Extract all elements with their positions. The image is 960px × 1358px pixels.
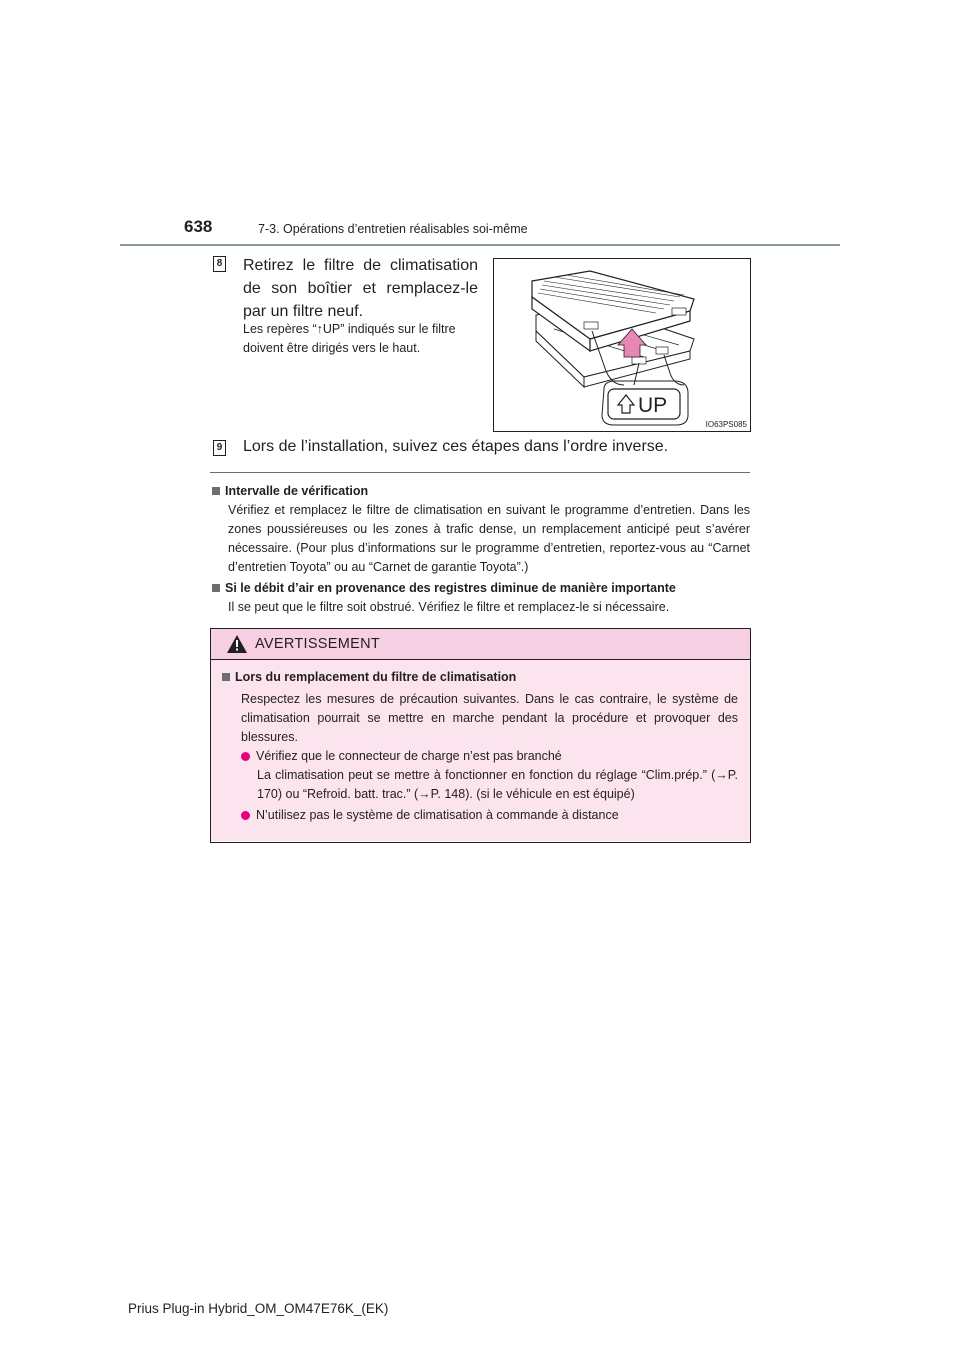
square-bullet-icon: [212, 584, 220, 592]
step-8-note: Les repères “↑UP” indiqués sur le filtre doivent être dirigés vers le haut.: [243, 322, 456, 355]
info-interval-body: Vérifiez et remplacez le filtre de climatisation en suivant le programme d’entretien. Dans les zones poussiéreuses ou les zones à trafic dense, un remplacement anticipé peut s’avérer nécessaire. (Pour plus d’informations sur le programme d’entretien, reportez-vous au “Carnet d’entretien Toyota” ou au “Carnet de garantie Toyota”.): [228, 503, 750, 574]
info-interval: [212, 482, 750, 577]
header-rule: [120, 244, 840, 246]
square-bullet-icon: [222, 673, 230, 681]
filter-drawing: [494, 259, 750, 431]
warning-bullet-connector: [241, 747, 738, 804]
warning-header: [211, 629, 750, 660]
footer-doc-id: Prius Plug-in Hybrid_OM_OM47E76K_(EK): [128, 1301, 389, 1316]
warning-title: AVERTISSEMENT: [255, 636, 381, 652]
filter-illustration: [493, 258, 751, 432]
step-9-text: Lors de l’installation, suivez ces étapes dans l’ordre inverse.: [243, 438, 669, 455]
square-bullet-icon: [212, 487, 220, 495]
page-number: 638: [184, 217, 213, 236]
warning-triangle-icon: [227, 635, 247, 653]
bullet-dot-icon: [241, 752, 250, 761]
step-badge-8: 8: [213, 256, 226, 272]
info-airflow-heading: [212, 579, 750, 598]
warning-body: [211, 660, 750, 841]
warning-bullet-title: Vérifiez que le connecteur de charge n’est pas branché: [256, 749, 562, 763]
section-title: 7-3. Opérations d’entretien réalisables soi-même: [258, 222, 528, 236]
info-airflow-body: Il se peut que le filtre soit obstrué. Vérifiez le filtre et remplacez-le si nécessaire.: [228, 600, 670, 614]
info-airflow: [212, 579, 750, 617]
divider: [210, 472, 750, 473]
warning-bullet-remote: [241, 806, 738, 825]
warning-box: [210, 628, 751, 843]
warning-heading: [222, 670, 516, 684]
warning-intro: Respectez les mesures de précaution suivantes. Dans le cas contraire, le système de climatisation pourrait se mettre en marche pendant la procédure et provoquer des blessures.: [241, 692, 738, 744]
figure-code: IO63PS085: [705, 420, 747, 429]
bullet-dot-icon: [241, 811, 250, 820]
info-airflow-title: Si le débit d’air en provenance des registres diminue de manière importante: [225, 581, 676, 595]
up-label: UP: [638, 394, 668, 417]
info-interval-title: Intervalle de vérification: [225, 484, 369, 498]
info-interval-heading: [212, 482, 750, 501]
step-badge-9: 9: [213, 440, 226, 456]
step-8-text: Retirez le filtre de climatisation de son boîtier et remplacez-le par un filtre neuf.: [243, 257, 478, 320]
warning-bullet-body: La climatisation peut se mettre à fonctionner en fonction du réglage “Clim.prép.” (→P. 170) ou “Refroid. batt. trac.” (→P. 148). (si le véhicule en est équipé): [257, 768, 738, 801]
warning-bullet-title: N’utilisez pas le système de climatisation à commande à distance: [256, 808, 619, 822]
warning-heading-text: Lors du remplacement du filtre de climatisation: [235, 670, 517, 684]
